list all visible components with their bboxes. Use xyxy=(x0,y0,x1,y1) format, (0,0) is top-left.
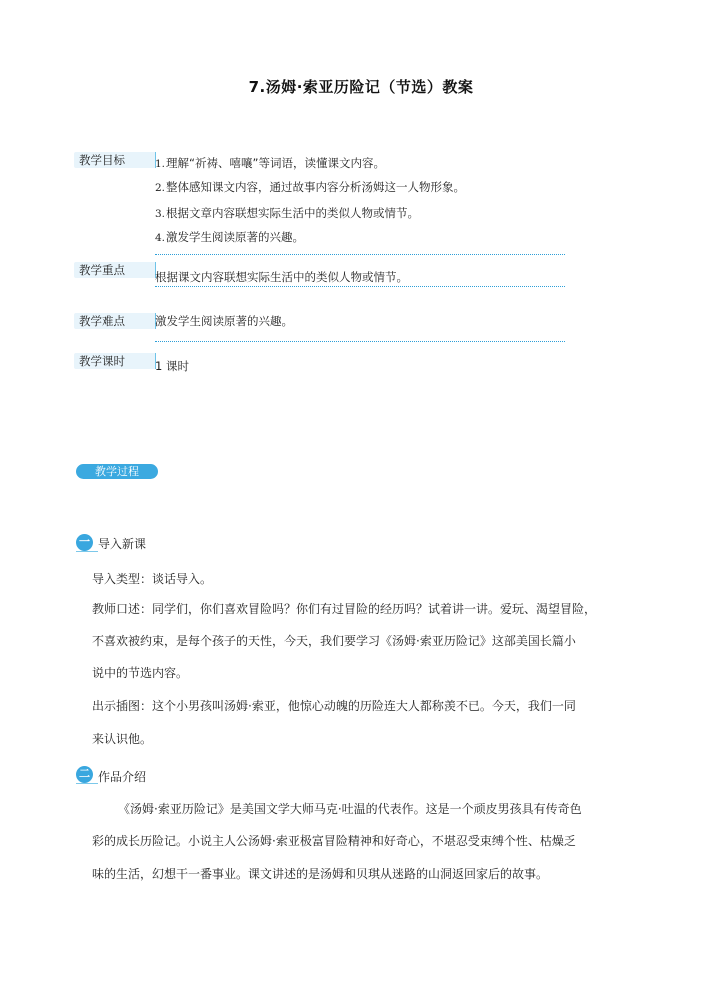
body-line: 说中的节选内容。 xyxy=(92,666,189,680)
section-underline xyxy=(76,783,98,784)
key-point-text: 根据课文内容联想实际生活中的类似人物或情节。 xyxy=(155,270,408,284)
section-title: 导入新课 xyxy=(98,537,147,551)
body-line: 彩的成长历险记。小说主人公汤姆·索亚极富冒险精神和好奇心，不堪忍受束缚个性、枯燥乏 xyxy=(92,834,576,848)
body-line: 出示插图：这个小男孩叫汤姆·索亚，他惊心动魄的历险连大人都称羡不已。今天，我们一同 xyxy=(92,699,576,713)
objective-num: 3. xyxy=(155,208,166,220)
key-point-label: 教学重点 xyxy=(74,262,156,278)
objective-text: 根据文章内容联想实际生活中的类似人物或情节。 xyxy=(166,206,420,220)
objective-text: 整体感知课文内容，通过故事内容分析汤姆这一人物形象。 xyxy=(166,180,466,194)
objective-num: 1. xyxy=(155,158,166,170)
objective-item xyxy=(155,205,419,221)
process-badge: 教学过程 xyxy=(76,464,158,479)
section-number-badge: 二 xyxy=(76,766,93,783)
section-divider xyxy=(155,341,565,342)
body-line: 《汤姆·索亚历险记》是美国文学大师马克·吐温的代表作。这是一个顽皮男孩具有传奇色 xyxy=(118,802,582,816)
difficulty-label: 教学难点 xyxy=(74,313,156,329)
body-line: 不喜欢被约束，是每个孩子的天性，今天，我们要学习《汤姆·索亚历险记》这部美国长篇小 xyxy=(92,634,576,648)
objective-text: 激发学生阅读原著的兴趣。 xyxy=(166,230,305,244)
objective-item xyxy=(155,179,465,195)
objective-item xyxy=(155,229,304,245)
body-line: 导入类型：谈话导入。 xyxy=(92,572,213,586)
section-divider xyxy=(155,286,565,287)
objective-item xyxy=(155,155,385,171)
difficulty-text: 激发学生阅读原著的兴趣。 xyxy=(155,314,293,328)
section-title: 作品介绍 xyxy=(98,770,147,784)
body-line: 味的生活，幻想干一番事业。课文讲述的是汤姆和贝琪从迷路的山洞返回家后的故事。 xyxy=(92,867,549,881)
objective-num: 2. xyxy=(155,182,166,194)
hours-label: 教学课时 xyxy=(74,353,156,369)
section-number-badge: 一 xyxy=(76,534,93,551)
objective-text: 理解“祈祷、嘻嚷”等词语，读懂课文内容。 xyxy=(166,156,385,170)
objective-num: 4. xyxy=(155,232,166,244)
body-line: 教师口述：同学们，你们喜欢冒险吗？你们有过冒险的经历吗？试着讲一讲。爱玩、渴望冒险， xyxy=(92,602,597,616)
objectives-label: 教学目标 xyxy=(74,152,156,168)
section-divider xyxy=(155,254,565,255)
page-title: 7.汤姆·索亚历险记（节选）教案 xyxy=(248,78,474,96)
section-underline xyxy=(76,551,98,552)
hours-text: 1 课时 xyxy=(155,359,189,373)
body-line: 来认识他。 xyxy=(92,732,153,746)
